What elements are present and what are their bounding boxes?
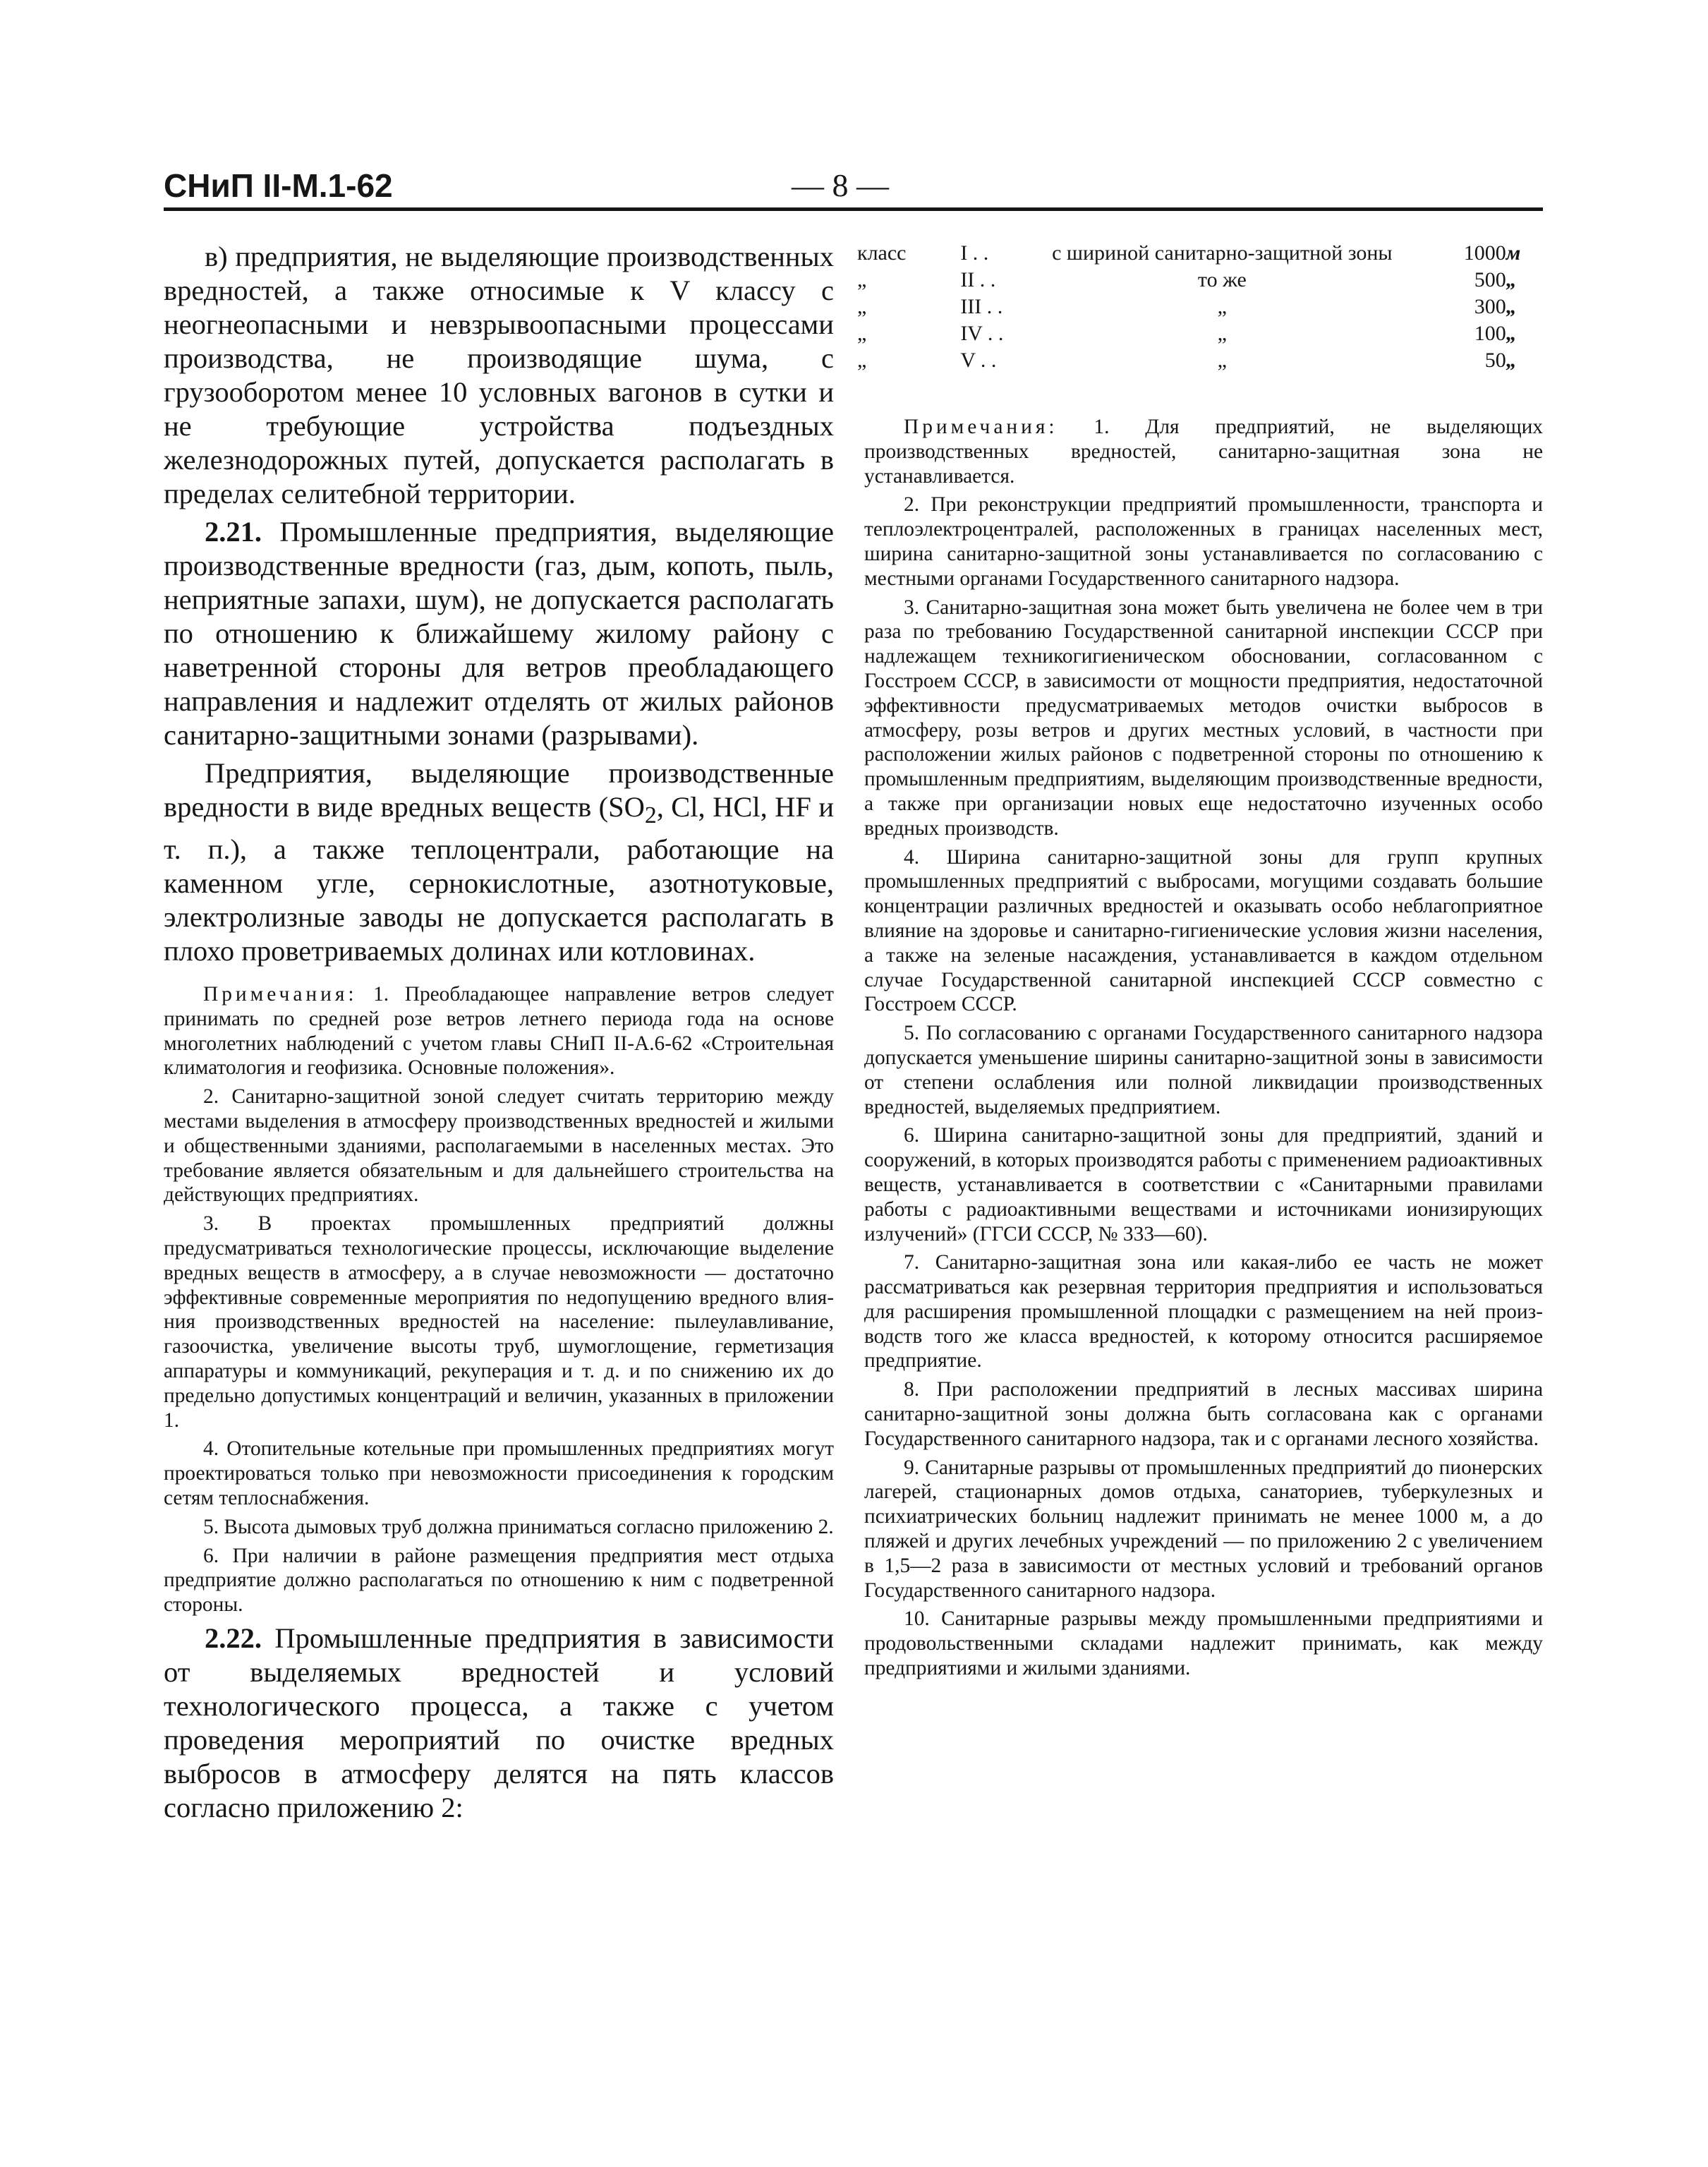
note-10: 10. Санитарные разрывы между промышленными предприятиями и продовольственными складами надлежит принимать, как между предприятиями и жилыми зданиями. <box>864 1607 1543 1680</box>
note-2: 2. При реконструкции предприятий промышленности, транспорта и теплоэлектроцентралей, расположенных в границах населенных мест, ширина санитарно-защитной зоны устанавливается по согласованию с местными органами Государственного санитарного надзора. <box>864 493 1543 590</box>
class-number: II . . <box>960 268 996 291</box>
paragraph-text: , Cl, HCl, HF и т. п.), а также теплоцентрали, работающие на каменном угле, сернокислотные, азотнотуковые, электролизные заводы не допускается располагать в плохо проветриваемых долинах или котловинах. <box>164 791 834 967</box>
note-9: 9. Санитарные разрывы от промышленных предприятий до пионерских лагерей, стационарных домов отдыха, санаториев, туберкулезных и психиатрических больниц надлежит принимать не менее 1000 м, а до пляжей и других лечебных учреждений — по приложению 2 с увеличением в 1,5—2 раза в зависимости от местных условий и требований органов Государственного санитарного надзора. <box>864 1456 1543 1602</box>
table-row <box>857 240 1543 267</box>
zone-description: „ <box>1217 295 1227 318</box>
note-3: 3. Санитарно-защитная зона может быть увеличена не более чем в три раза по требованию Государственной санитарной инспекции СССР при надлежащем техникогигиеническом обосновании, согласованном с Госстроем СССР, в зависимости от мощности предприятия, недостаточной эффективности предусматриваемых методов очистки выбросов в атмосферу, розы ветров и других местных условий, в частности при расположении жилых районов с подветренной стороны по отношению к промышленным предприятиям, выделяющим производственные вредности, а также при организации новых еще недостаточно изученных особо вредных производств. <box>864 596 1543 840</box>
right-column <box>857 240 1543 1681</box>
zone-width: 50 <box>1484 349 1506 372</box>
zone-description: то же <box>1197 268 1247 291</box>
class-number: III . . <box>960 295 1003 318</box>
page-header <box>164 164 1543 207</box>
document-code: СНиП II-М.1-62 <box>164 167 393 204</box>
zone-width: 1000 <box>1463 241 1506 265</box>
note-6: 6. При наличии в районе размещения предприятия мест отдыха предприятие должно располагаться по отношению к ним с подветренной стороны. <box>164 1544 834 1617</box>
paragraph-text: Промышленные предприятия в зависимости от выделяемых вредностей и условий технологического процесса, а также с учетом проведения мероприятий по очистке вредных выбросов в атмосферу делятся на пять классов согласно приложению 2: <box>164 1622 834 1824</box>
zone-unit: „ <box>1506 322 1517 345</box>
paragraph-number: 2.22. <box>205 1622 262 1655</box>
notes-label: Примечания: <box>203 983 358 1006</box>
notes-label: Примечания: <box>904 416 1058 438</box>
paragraph-2-21-b <box>164 756 834 968</box>
note-4: 4. Ширина санитарно-защитной зоны для групп крупных промышленных предприятий с выбросами, могущими создавать большие концентрации различных вредностей и оказывать особо неблагоприятное влияние на здоровье и санитарно-гигиенические условия жизни населения, а также на зеленые насаждения, устанавливается в каждом отдельном случае Государственной санитарной инспекцией СССР совместно с Госстроем СССР. <box>864 845 1543 1016</box>
note-4: 4. Отопительные котельные при промышленных предприятиях могут проектироваться только при невозможности присоединения к городским сетям теплоснабжения. <box>164 1437 834 1510</box>
right-notes <box>864 415 1543 1681</box>
paragraph-2-21 <box>164 515 834 752</box>
zone-description: „ <box>1217 322 1227 345</box>
zone-unit: „ <box>1506 295 1517 318</box>
note-6: 6. Ширина санитарно-защитной зоны для предприятий, зданий и сооружений, в которых производятся работы с применением радиоактивных веществ, устанавливается в соответствии с «Санитарными правилами работы с радиоактивными веществами и источниками ионизирующих излучений» (ГГСИ СССР, № 333—60). <box>864 1124 1543 1245</box>
header-rule <box>164 207 1543 211</box>
note-5: 5. Высота дымовых труб должна приниматься согласно приложению 2. <box>203 1515 834 1538</box>
zone-width: 100 <box>1474 322 1506 345</box>
zone-description: „ <box>1217 349 1227 372</box>
class-prefix: „ <box>857 322 867 345</box>
zone-width: 300 <box>1474 295 1506 318</box>
subscript: 2 <box>644 802 657 829</box>
table-row <box>857 267 1543 294</box>
paragraph-text: Предприятия, выделяющие производственные вредности в виде вредных веществ (SO <box>164 757 834 823</box>
class-prefix: „ <box>857 268 867 291</box>
class-prefix: класс <box>857 241 907 265</box>
note-text: 1. Преобладающее направление ветров следует принимать по средней розе ветров летнего периода года на основе многолетних наблюдений с учетом главы СНиП II-А.6-62 «Строительная климатология и геофизика. Основные положения». <box>164 983 834 1080</box>
note-1 <box>164 982 834 1080</box>
table-row <box>857 347 1543 374</box>
class-number: IV . . <box>960 322 1004 345</box>
table-row <box>857 320 1543 347</box>
note-2: 2. Санитарно-защитной зоной следует считать территорию между местами выделения в атмосферу производственных вредностей и жилыми и общественными зданиями, располагаемыми в населенных местах. Это требование является обязательным и для дальнейшего строительства на действующих предприятиях. <box>164 1085 834 1207</box>
paragraph-number: 2.21. <box>205 516 262 548</box>
class-prefix: „ <box>857 349 867 372</box>
zone-description: с шириной санитарно-защитной зоны <box>1052 241 1393 265</box>
paragraph-text: Промышленные предприятия, выделяющие производственные вредности (газ, дым, копоть, пыль, неприятные запахи, шум), не допускается располагать по отношению к ближайшему жилому району с наветренной стороны для ветров преобладающего направления и надлежит отделять от жилых районов санитарно-защитными зонами (разрывами). <box>164 516 834 751</box>
table-row <box>857 294 1543 320</box>
hazard-class-table <box>857 240 1543 374</box>
note-5: 5. По согласованию с органами Государственного санитарного надзора допускается уменьшение ширины санитарно-защитной зоны в зависимости от степени ослабления или полной ликвидации производственных вредностей, выделяемых предприятием. <box>864 1022 1543 1118</box>
paragraph-2-22 <box>164 1622 834 1825</box>
note-8: 8. При расположении предприятий в лесных массивах ширина санитарно-защитной зоны должна быть согласована как с органами Государственного санитарного надзора, так и с органами лесного хозяйства. <box>864 1378 1543 1450</box>
note-text: 1. Для предприятий, не выделяющих производственных вредностей, санитарно-защитная зона не устанавливается. <box>864 416 1543 488</box>
paragraph-v: в) предприятия, не выделяющие производственных вредностей, а также относимые к V классу с неогнеопасными и невзрывоопасными процессами производства, не производящие шума, с грузооборотом менее 10 условных вагонов в сутки и не требующие устройства подъездных железнодорожных путей, допускается располагать в пределах селитебной территории. <box>164 241 834 509</box>
class-number: V . . <box>960 349 997 372</box>
page-number: — 8 — <box>792 167 889 203</box>
left-column <box>164 240 834 1825</box>
note-1 <box>864 415 1543 488</box>
class-number: I . . <box>960 241 989 265</box>
note-3: 3. В проектах промышленных предприятий должны предусматриваться технологические процессы, исключающие выделение вредных веществ в атмосферу, а в случае невозможности — достаточно эффективные современные мероприятия по недопущению вредного влияния производственных вредностей на население: пылеулавливание, газоочистка, увеличение высоты труб, шумоглощение, герметизация аппаратуры и коммуникаций, рекуперация и т. д. и по снижению их до предельно допустимых концентраций и величин, указанных в приложении 1. <box>164 1212 834 1432</box>
note-7: 7. Санитарно-защитная зона или какая-либо ее часть не может рассматриваться как резервная территория предприятия и использоваться для расширения промышленной площадки с размещением на ней производств того же класса вредностей, к которому относится расширяемое предприятие. <box>864 1251 1543 1372</box>
zone-unit: „ <box>1506 349 1517 372</box>
zone-unit: „ <box>1506 268 1517 291</box>
zone-unit: м <box>1506 241 1521 265</box>
class-prefix: „ <box>857 295 867 318</box>
zone-width: 500 <box>1474 268 1506 291</box>
